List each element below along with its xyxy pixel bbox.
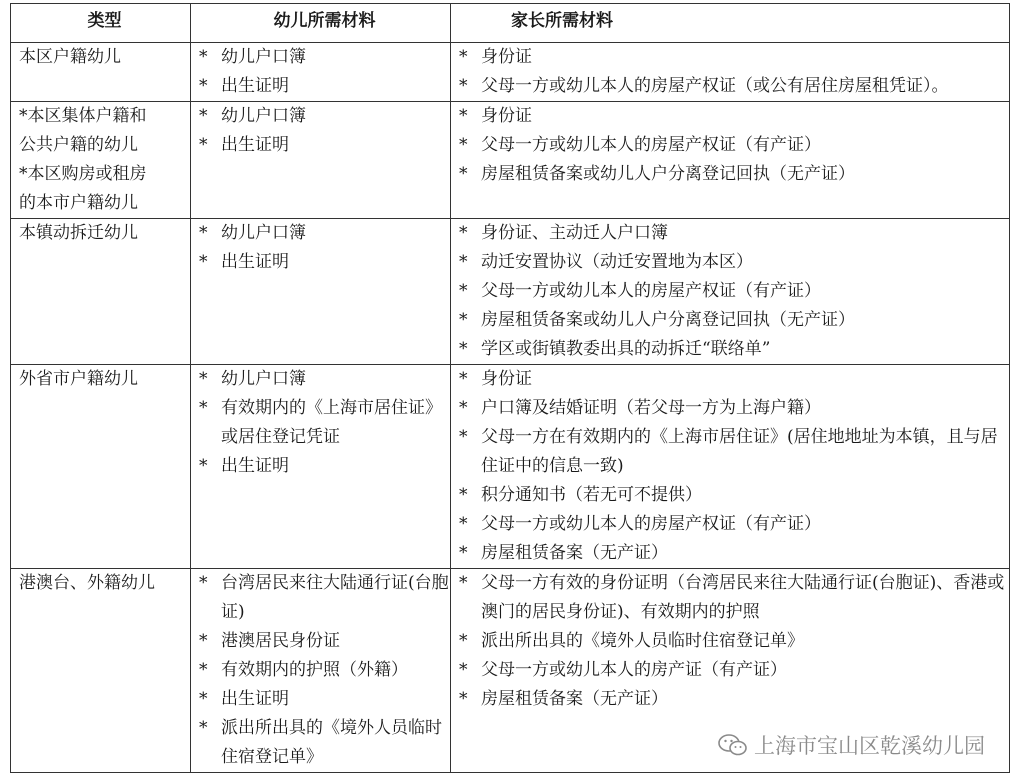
type-line: 本镇动拆迁幼儿 [19,223,138,243]
parent-material-item-text: 积分通知书（若无可不提供） [481,485,702,505]
parent-material-item [459,627,1009,656]
type-line: 外省市户籍幼儿 [19,369,138,389]
bullet-star: * [459,135,468,155]
child-material-item-text: 有效期内的护照（外籍） [221,660,408,680]
child-material-item [199,714,450,772]
bullet-star: * [199,718,208,738]
parent-material-item [459,656,1009,685]
bullet-star: * [199,252,208,272]
child-materials-cell [191,43,451,102]
parent-material-item-text: 父母一方或幼儿本人的房屋产权证（有产证） [481,514,821,534]
parent-material-item [459,394,1009,423]
parent-material-item-text: 房屋租赁备案（无产证） [481,689,668,709]
parent-material-item-text: 身份证 [481,369,532,389]
parent-material-item-text: 身份证 [481,106,532,126]
table-row [11,365,1010,569]
bullet-star: * [459,543,468,563]
header-type: 类型 [11,4,191,43]
child-material-item [199,627,450,656]
child-material-item-text: 派出所出具的《境外人员临时住宿登记单》 [221,718,442,767]
child-material-item [199,43,450,72]
parent-material-item [459,423,1009,481]
parent-material-item [459,365,1009,394]
parent-material-item [459,335,1009,364]
table-row [11,219,1010,365]
bullet-star: * [459,660,468,680]
parent-materials-cell-list [459,365,1009,568]
bullet-star: * [459,47,468,67]
child-material-item-text: 出生证明 [221,689,289,709]
parent-materials-cell-list [459,569,1009,714]
header-child-materials: 幼儿所需材料 [191,4,451,43]
parent-material-item-text: 派出所出具的《境外人员临时住宿登记单》 [481,631,804,651]
parent-material-item-text: 房屋租赁备案或幼儿人户分离登记回执（无产证） [481,310,855,330]
type-line: 的本市户籍幼儿 [19,193,138,213]
child-material-item [199,72,450,101]
parent-material-item-text: 父母一方或幼儿本人的房屋产权证（有产证） [481,281,821,301]
parent-material-item [459,131,1009,160]
bullet-star: * [199,660,208,680]
bullet-star: * [459,689,468,709]
type-line: 公共户籍的幼儿 [19,135,138,155]
child-materials-cell-list [199,365,450,481]
parent-material-item-text: 户口簿及结婚证明（若父母一方为上海户籍） [481,398,821,418]
bullet-star: * [459,369,468,389]
child-materials-cell [191,102,451,219]
bullet-star: * [199,573,208,593]
parent-material-item [459,277,1009,306]
parent-material-item [459,43,1009,72]
materials-table [10,3,1010,773]
type-cell [11,43,191,102]
parent-materials-cell [451,102,1010,219]
type-cell [11,219,191,365]
bullet-star: * [459,252,468,272]
parent-materials-cell [451,365,1010,569]
parent-material-item-text: 身份证 [481,47,532,67]
parent-material-item [459,219,1009,248]
type-line: 港澳台、外籍幼儿 [19,573,155,593]
parent-materials-cell-list [459,43,1009,101]
type-cell [11,365,191,569]
parent-materials-cell-list [459,102,1009,189]
bullet-star: * [459,310,468,330]
bullet-star: * [459,398,468,418]
header-parent-materials: 家长所需材料 [451,4,1010,43]
parent-materials-cell [451,219,1010,365]
bullet-star: * [199,689,208,709]
parent-material-item [459,685,1009,714]
child-materials-cell-list [199,43,450,101]
table-row [11,102,1010,219]
bullet-star: * [459,106,468,126]
type-cell [11,569,191,773]
watermark [712,728,991,762]
bullet-star: * [199,47,208,67]
child-material-item [199,656,450,685]
child-material-item [199,365,450,394]
parent-material-item [459,306,1009,335]
parent-material-item [459,102,1009,131]
parent-materials-cell-list [459,219,1009,364]
wechat-icon [718,733,748,757]
child-materials-cell [191,219,451,365]
watermark-text: 上海市宝山区乾溪幼儿园 [754,734,985,758]
type-line: 本区户籍幼儿 [19,47,121,67]
child-material-item-text: 出生证明 [221,135,289,155]
bullet-star: * [459,514,468,534]
bullet-star: * [199,631,208,651]
bullet-star: * [199,106,208,126]
child-material-item-text: 出生证明 [221,456,289,476]
table-header-row [11,4,1010,43]
bullet-star: * [459,76,468,96]
parent-material-item [459,510,1009,539]
parent-material-item-text: 父母一方或幼儿本人的房屋产权证（或公有居住房屋租凭证）。 [481,76,949,96]
child-material-item [199,248,450,277]
parent-material-item-text: 房屋租赁备案或幼儿人户分离登记回执（无产证） [481,164,855,184]
child-material-item [199,685,450,714]
child-materials-cell-list [199,219,450,277]
bullet-star: * [459,339,468,359]
parent-material-item-text: 父母一方或幼儿本人的房屋产权证（有产证） [481,135,821,155]
bullet-star: * [459,164,468,184]
child-material-item-text: 出生证明 [221,252,289,272]
bullet-star: * [459,223,468,243]
bullet-star: * [199,398,208,418]
child-material-item-text: 港澳居民身份证 [221,631,340,651]
child-material-item [199,394,450,452]
bullet-star: * [459,485,468,505]
bullet-star: * [199,369,208,389]
bullet-star: * [459,573,468,593]
table-body [11,43,1010,773]
bullet-star: * [459,281,468,301]
parent-material-item [459,248,1009,277]
child-material-item [199,569,450,627]
child-materials-cell-list [199,569,450,772]
parent-material-item-text: 父母一方或幼儿本人的房产证（有产证） [481,660,787,680]
parent-material-item [459,539,1009,568]
bullet-star: * [459,631,468,651]
type-line: *本区集体户籍和 [19,106,147,126]
bullet-star: * [199,135,208,155]
bullet-star: * [199,456,208,476]
child-materials-cell [191,365,451,569]
child-material-item [199,131,450,160]
child-materials-cell [191,569,451,773]
parent-material-item-text: 动迁安置协议（动迁安置地为本区） [481,252,753,272]
parent-material-item-text: 房屋租赁备案（无产证） [481,543,668,563]
parent-material-item-text: 学区或街镇教委出具的动拆迁“联络单” [481,339,771,359]
parent-material-item [459,481,1009,510]
child-material-item-text: 台湾居民来往大陆通行证(台胞证) [221,573,449,622]
parent-material-item [459,569,1009,627]
child-material-item [199,452,450,481]
parent-material-item-text: 父母一方在有效期内的《上海市居住证》(居住地地址为本镇，且与居住证中的信息一致) [481,427,998,476]
parent-materials-cell [451,43,1010,102]
child-material-item-text: 幼儿户口簿 [221,106,306,126]
type-line: *本区购房或租房 [19,164,147,184]
bullet-star: * [199,223,208,243]
child-material-item-text: 出生证明 [221,76,289,96]
child-material-item-text: 幼儿户口簿 [221,369,306,389]
parent-material-item-text: 身份证、主动迁人户口簿 [481,223,668,243]
child-material-item [199,102,450,131]
parent-material-item [459,72,1009,101]
child-material-item-text: 有效期内的《上海市居住证》或居住登记凭证 [221,398,442,447]
parent-material-item [459,160,1009,189]
child-material-item-text: 幼儿户口簿 [221,223,306,243]
child-material-item-text: 幼儿户口簿 [221,47,306,67]
child-material-item [199,219,450,248]
child-materials-cell-list [199,102,450,160]
parent-material-item-text: 父母一方有效的身份证明（台湾居民来往大陆通行证(台胞证)、香港或澳门的居民身份证)、有效期内的护照 [481,573,1005,622]
table-row [11,43,1010,102]
bullet-star: * [199,76,208,96]
bullet-star: * [459,427,468,447]
type-cell [11,102,191,219]
